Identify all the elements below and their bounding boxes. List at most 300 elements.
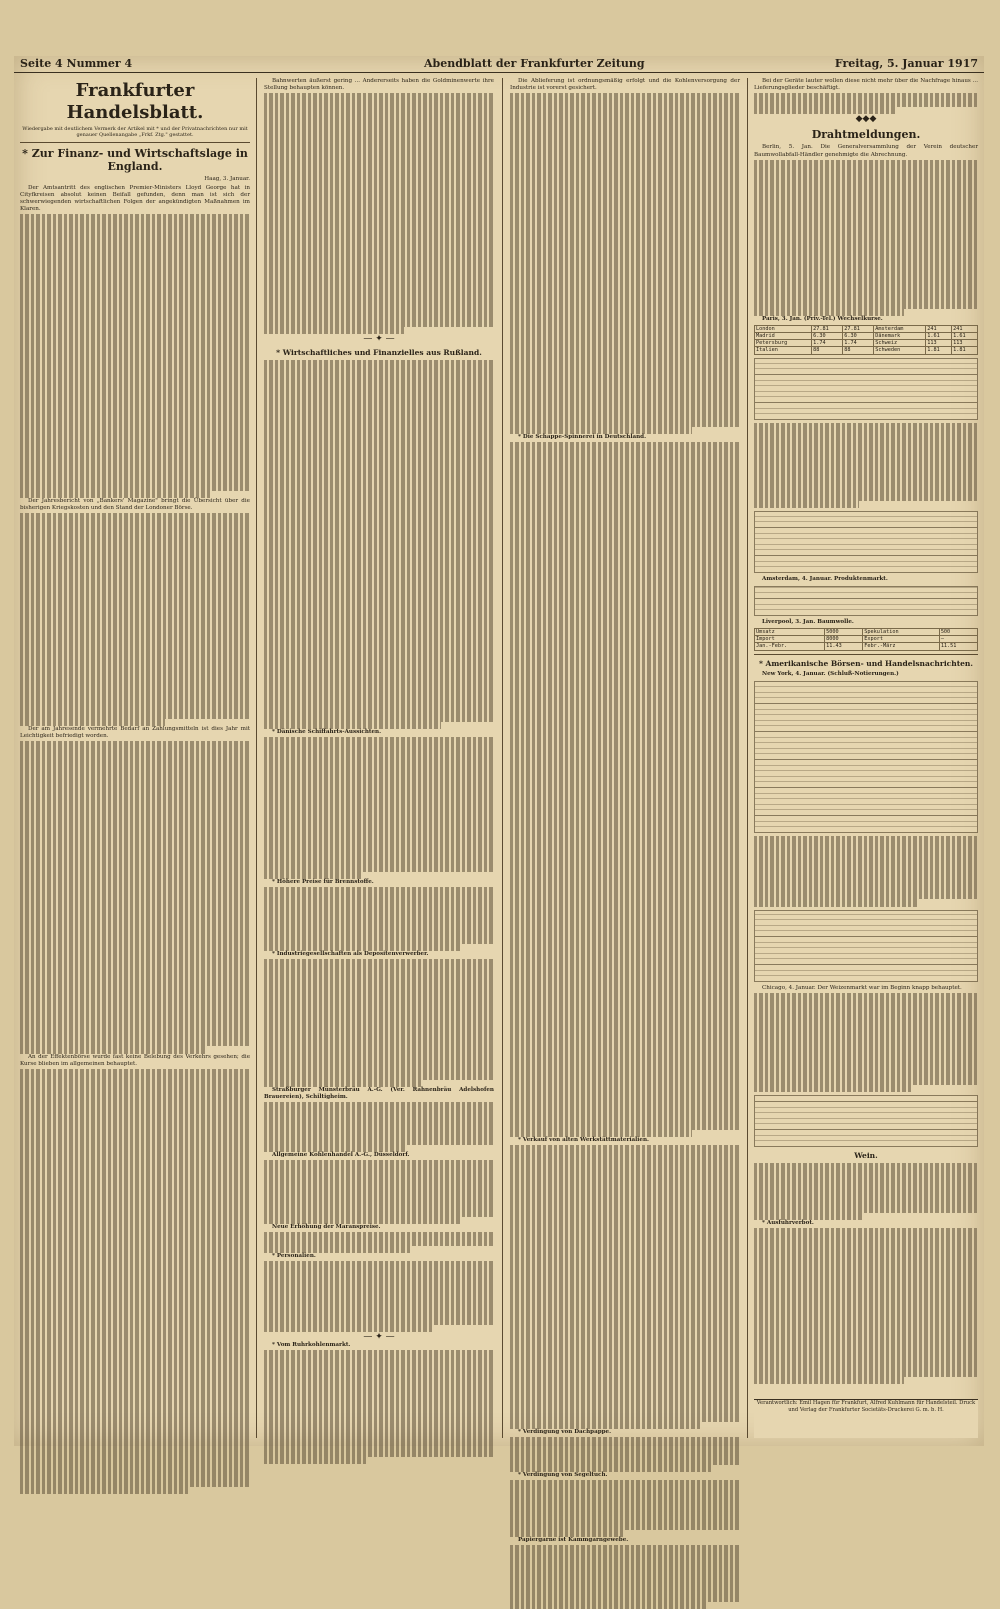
text-line: [510, 640, 740, 647]
text-line: [264, 403, 494, 410]
text-line: [264, 665, 494, 672]
text-line: [264, 715, 494, 722]
body-text-block: [264, 93, 494, 334]
text-line: [754, 1263, 978, 1270]
divider: [754, 654, 978, 655]
text-line: [20, 1388, 250, 1395]
text-line: [754, 93, 978, 100]
text-line: [20, 456, 250, 463]
text-line: [510, 796, 740, 803]
column-2: [264, 78, 494, 1438]
text-line: [754, 1035, 978, 1042]
table-cell: 1.61: [952, 333, 978, 340]
text-line: [510, 967, 740, 974]
text-line: [510, 718, 740, 725]
text-line: [264, 1080, 423, 1087]
text-line: [754, 252, 978, 259]
text-line: [20, 321, 250, 328]
text-line: [510, 598, 740, 605]
text-line: [20, 363, 250, 370]
table-row: [755, 636, 978, 643]
text-line: [264, 973, 494, 980]
text-line: [754, 195, 978, 202]
text-line: [20, 777, 250, 784]
text-line: [20, 413, 250, 420]
text-line: [20, 756, 250, 763]
text-line: [264, 808, 494, 815]
text-line: [20, 250, 250, 257]
table-cell: Dänemark: [874, 333, 926, 340]
table-cell: Umsatz: [755, 628, 825, 635]
text-line: [20, 669, 250, 676]
text-line: [510, 228, 740, 235]
text-line: [510, 405, 740, 412]
text-line: [264, 737, 494, 744]
table-cell: Jan.-Febr.: [755, 643, 825, 650]
table-cell: London: [755, 325, 812, 332]
text-line: [20, 335, 250, 342]
text-line: [754, 209, 978, 216]
text-line: [510, 122, 740, 129]
text-line: [510, 1159, 740, 1166]
text-line: [20, 243, 250, 250]
text-line: [510, 1038, 740, 1045]
imprint-text: Verantwortlich: Emil Hagen für Frankfurt, Alfred Kuhlmann für Handelsteil. Druck und Verlag der Frankfurter Societäts-Druckerei G. m. b. H.: [756, 1400, 976, 1413]
text-line: [754, 1028, 978, 1035]
text-line: [20, 420, 250, 427]
text-line: [510, 93, 740, 100]
text-line: [510, 1509, 740, 1516]
text-line: [20, 620, 250, 627]
text-line: [20, 1282, 250, 1289]
text-line: [264, 221, 494, 228]
text-line: [264, 207, 494, 214]
text-line: [754, 899, 918, 906]
section-headline: Drahtmeldungen.: [811, 128, 921, 142]
article-headline: * Verkauf von alten Werkstättmaterialien.: [518, 1136, 649, 1143]
text-line: [264, 1304, 494, 1311]
text-line: [264, 438, 494, 445]
text-line: [20, 1182, 250, 1189]
text-line: [754, 280, 978, 287]
text-line: [510, 391, 740, 398]
text-line: [754, 1177, 978, 1184]
text-line: [264, 858, 494, 865]
text-line: [264, 752, 494, 759]
article-headline: Papiergarne ist Kammgarngewebe.: [518, 1537, 629, 1544]
article-headline: * Vom Ruhrkohlenmarkt.: [272, 1342, 351, 1349]
text-line: [510, 1488, 740, 1495]
text-line: [264, 446, 494, 453]
text-line: [20, 947, 250, 954]
text-line: [264, 1059, 494, 1066]
text-line: [510, 221, 740, 228]
text-line: [20, 577, 250, 584]
text-line: [510, 711, 740, 718]
text-line: [510, 100, 740, 107]
text-line: [754, 430, 978, 437]
text-line: [510, 370, 740, 377]
quote-table: [754, 358, 978, 420]
column-3: [510, 78, 740, 1544]
text-line: [20, 905, 250, 912]
text-line: [20, 470, 250, 477]
text-line: [264, 1002, 494, 1009]
text-line: [510, 867, 740, 874]
text-line: [264, 966, 494, 973]
text-line: [510, 1458, 740, 1465]
text-line: [510, 562, 740, 569]
body-text-block: [264, 1160, 494, 1224]
text-line: [264, 214, 494, 221]
text-line: [264, 566, 494, 573]
text-line: [754, 1292, 978, 1299]
text-line: [20, 521, 250, 528]
text-line: [20, 1133, 250, 1140]
quote-table: [754, 586, 978, 616]
text-line: [754, 302, 978, 309]
text-line: [20, 912, 250, 919]
table-cell: Schweden: [874, 347, 926, 354]
text-line: [264, 327, 404, 334]
text-line: [264, 1023, 494, 1030]
newspaper-page: [14, 56, 984, 1544]
text-line: [510, 271, 740, 278]
text-line: [754, 245, 978, 252]
text-line: [20, 1267, 250, 1274]
text-line: [20, 749, 250, 756]
text-line: [510, 1237, 740, 1244]
text-line: [754, 1191, 978, 1198]
text-line: [20, 434, 250, 441]
body-text-block: [510, 1437, 740, 1472]
text-line: [510, 1358, 740, 1365]
text-line: [264, 1217, 462, 1224]
text-line: [754, 1320, 978, 1327]
text-line: [754, 1313, 978, 1320]
text-line: [510, 1009, 740, 1016]
text-line: [510, 910, 740, 917]
text-line: [264, 1325, 432, 1332]
text-line: [264, 488, 494, 495]
text-line: [754, 160, 978, 167]
text-line: [264, 228, 494, 235]
text-line: [264, 249, 494, 256]
text-line: [20, 1211, 250, 1218]
text-line: [20, 1466, 250, 1473]
text-line: [264, 1188, 494, 1195]
table-cell: 11.51: [939, 643, 977, 650]
text-line: [510, 945, 740, 952]
text-line: [20, 584, 250, 591]
text-line: [510, 1444, 740, 1451]
text-line: [754, 1249, 978, 1256]
text-line: [20, 1032, 250, 1039]
text-line: [510, 882, 740, 889]
text-line: [754, 266, 978, 273]
text-line: [264, 1009, 494, 1016]
text-line: [264, 1202, 494, 1209]
text-line: [510, 690, 740, 697]
text-line: [510, 534, 740, 541]
text-line: [510, 1379, 740, 1386]
text-line: [510, 320, 740, 327]
section-headline: Wein.: [854, 1150, 878, 1160]
text-line: [510, 363, 740, 370]
text-line: [20, 1459, 250, 1466]
text-line: [754, 202, 978, 209]
text-line: [20, 712, 250, 719]
text-line: [264, 744, 494, 751]
table-cell: 1.74: [812, 340, 843, 347]
text-line: [264, 916, 494, 923]
text-line: [510, 463, 740, 470]
text-line: [20, 591, 250, 598]
table-cell: 88: [843, 347, 874, 354]
text-line: [20, 378, 250, 385]
text-line: [264, 694, 494, 701]
text-line: [510, 185, 740, 192]
text-line: [264, 937, 494, 944]
text-line: [510, 491, 740, 498]
text-line: [510, 1372, 740, 1379]
text-line: [20, 1218, 250, 1225]
text-line: [264, 573, 494, 580]
text-line: [20, 641, 250, 648]
text-line: [754, 843, 978, 850]
text-line: [20, 1431, 250, 1438]
table-cell: 11.43: [825, 643, 863, 650]
text-line: [20, 271, 250, 278]
text-line: [510, 1574, 740, 1581]
page-masthead: [14, 56, 984, 73]
text-line: [510, 178, 740, 185]
table-cell: 500: [939, 628, 977, 635]
text-line: [754, 1007, 978, 1014]
text-line: [510, 1016, 740, 1023]
article-paragraph: Der Amtsantritt des englischen Premier-Ministers Lloyd George hat in Cityfkreisen absolut keinen Beifall gefunden, denn man ist sich der schwerwiegenden wirtschaftlichen Folgen der angekündigten Maßnahmen im Klaren.: [20, 185, 250, 213]
text-line: [510, 263, 740, 270]
text-line: [20, 385, 250, 392]
text-line: [20, 648, 250, 655]
ornament-divider: ◆◆◆: [855, 114, 877, 125]
text-line: [510, 1094, 740, 1101]
text-line: [20, 293, 250, 300]
table-cell: 1.61: [926, 333, 952, 340]
text-line: [754, 1228, 978, 1235]
text-line: [754, 871, 978, 878]
text-line: [264, 851, 494, 858]
market-headline: Liverpool, 3. Jan. Baumwolle.: [762, 618, 854, 625]
column-rule: [747, 78, 748, 1438]
text-line: [510, 726, 740, 733]
text-line: [264, 1290, 494, 1297]
text-line: [20, 278, 250, 285]
text-line: [20, 1317, 250, 1324]
text-line: [264, 1364, 494, 1371]
cotton-table: [754, 628, 978, 651]
text-line: [754, 1163, 978, 1170]
text-line: [264, 1073, 494, 1080]
text-line: [264, 474, 494, 481]
text-line: [20, 1097, 250, 1104]
text-line: [20, 1395, 250, 1402]
article-headline: * Zur Finanz- und Wirtschaftslage in England.: [22, 147, 248, 173]
text-line: [510, 676, 740, 683]
text-line: [264, 516, 494, 523]
text-line: [264, 1268, 494, 1275]
text-line: [20, 328, 250, 335]
text-line: [510, 1344, 740, 1351]
text-line: [264, 367, 494, 374]
text-line: [264, 944, 462, 951]
table-row: [755, 325, 978, 332]
text-line: [20, 1274, 250, 1281]
quote-table: [754, 1095, 978, 1147]
text-line: [264, 830, 494, 837]
text-line: [20, 1246, 250, 1253]
text-line: [510, 662, 740, 669]
text-line: [20, 535, 250, 542]
text-line: [20, 819, 250, 826]
body-text-block: [510, 93, 740, 434]
table-row: [755, 340, 978, 347]
text-line: [510, 1052, 740, 1059]
text-line: [754, 1256, 978, 1263]
text-line: [510, 114, 740, 121]
text-line: [20, 691, 250, 698]
text-line: [264, 1044, 494, 1051]
text-line: [20, 463, 250, 470]
text-line: [20, 399, 250, 406]
text-line: [20, 406, 250, 413]
text-line: [510, 740, 740, 747]
text-line: [754, 1348, 978, 1355]
text-line: [20, 542, 250, 549]
text-line: [510, 704, 740, 711]
text-line: [20, 798, 250, 805]
text-line: [20, 1338, 250, 1345]
text-line: [20, 1473, 250, 1480]
text-line: [264, 1195, 494, 1202]
text-line: [510, 1451, 740, 1458]
text-line: [20, 229, 250, 236]
text-line: [754, 1000, 978, 1007]
text-line: [510, 1552, 740, 1559]
text-line: [264, 1393, 494, 1400]
body-text-block: [20, 214, 250, 498]
text-line: [264, 306, 494, 313]
table-cell: Amsterdam: [874, 325, 926, 332]
text-line: [510, 136, 740, 143]
text-line: [264, 1232, 494, 1239]
text-line: [20, 976, 250, 983]
text-line: [754, 1078, 978, 1085]
text-line: [20, 513, 250, 520]
body-text-block: [510, 1145, 740, 1429]
text-line: [20, 862, 250, 869]
text-line: [264, 1450, 494, 1457]
text-line: [264, 1116, 494, 1123]
dateline: Haag, 3. Januar.: [204, 176, 250, 182]
text-line: [20, 968, 250, 975]
text-line: [264, 285, 494, 292]
text-line: [264, 1421, 494, 1428]
text-line: [20, 848, 250, 855]
market-headline: Amsterdam, 4. Januar. Produktenmarkt.: [762, 575, 888, 582]
text-line: [20, 491, 211, 498]
text-line: [264, 1261, 494, 1268]
text-line: [20, 342, 250, 349]
text-line: [754, 231, 978, 238]
text-line: [510, 1230, 740, 1237]
text-line: [510, 520, 740, 527]
body-text-block: [264, 887, 494, 951]
text-line: [264, 320, 494, 327]
body-text-block: [754, 1163, 978, 1220]
text-line: [264, 1131, 494, 1138]
text-line: [754, 458, 978, 465]
text-line: [510, 1244, 740, 1251]
text-line: [20, 300, 250, 307]
text-line: [20, 1196, 250, 1203]
text-line: [264, 1145, 407, 1152]
text-line: [754, 1071, 978, 1078]
imprint-box: [754, 1399, 978, 1438]
text-line: [20, 655, 250, 662]
text-line: [510, 931, 740, 938]
text-line: [510, 306, 740, 313]
text-line: [510, 1188, 740, 1195]
text-line: [510, 1066, 740, 1073]
text-line: [264, 1037, 494, 1044]
text-line: [264, 637, 494, 644]
text-line: [264, 658, 494, 665]
body-text-block: [754, 160, 978, 316]
text-line: [264, 1210, 494, 1217]
text-line: [510, 555, 740, 562]
text-line: [264, 559, 494, 566]
text-line: [510, 1437, 740, 1444]
text-line: [20, 477, 250, 484]
text-line: [510, 605, 740, 612]
text-line: [510, 1080, 740, 1087]
text-line: [20, 855, 250, 862]
article-paragraph: Der Jahresbericht von „Bankers' Magazine" bringt die Übersicht über die bisherigen Kriegskosten und den Stand der Londoner Börse.: [20, 498, 250, 512]
text-line: [264, 923, 494, 930]
text-line: [510, 889, 740, 896]
text-line: [20, 1018, 250, 1025]
text-line: [754, 1327, 978, 1334]
text-line: [20, 1225, 250, 1232]
body-text-block: [754, 1228, 978, 1384]
text-line: [510, 1294, 740, 1301]
body-text-block: [510, 1545, 740, 1609]
text-line: [510, 1523, 740, 1530]
text-line: [510, 981, 740, 988]
text-line: [510, 334, 740, 341]
text-line: [20, 222, 250, 229]
text-line: [264, 1102, 494, 1109]
text-line: [20, 719, 165, 726]
text-line: [510, 648, 740, 655]
text-line: [264, 538, 494, 545]
text-line: [264, 794, 494, 801]
text-line: [264, 1442, 494, 1449]
text-line: [510, 1109, 740, 1116]
text-line: [510, 1408, 740, 1415]
text-line: [20, 1331, 250, 1338]
